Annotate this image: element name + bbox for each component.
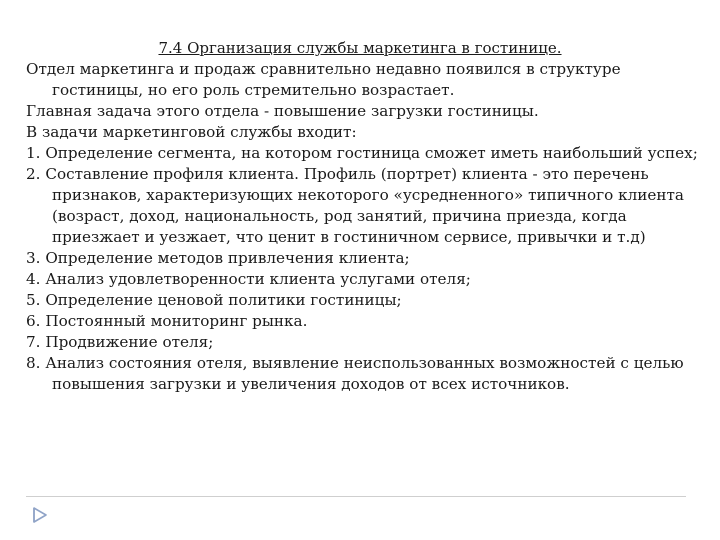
slide-title: 7.4 Организация службы маркетинга в гостинице. xyxy=(158,39,562,57)
list-item: 8. Анализ состояния отеля, выявление неиспользованных возможностей с целью повышения загрузки и увеличения доходов от всех источников. xyxy=(26,354,684,393)
list-item: 1. Определение сегмента, на котором гостиница сможет иметь наибольший успех; xyxy=(26,144,698,162)
list-item: 6. Постоянный мониторинг рынка. xyxy=(26,312,308,330)
footer-divider xyxy=(26,496,686,497)
main-task-paragraph: Главная задача этого отдела - повышение загрузки гостиницы. xyxy=(26,102,539,120)
list-item: 2. Составление профиля клиента. Профиль (портрет) клиента - это перечень признаков, характеризующих некоторого «усредненного» типичного клиента (возраст, доход, национальность, род занятий, причина приезда, когда приезжает и уезжает, что ценит в гостиничном сервисе, привычки и т.д) xyxy=(26,165,684,246)
triangle-right-icon[interactable] xyxy=(32,506,48,524)
intro-paragraph: Отдел маркетинга и продаж сравнительно недавно появился в структуре гостиницы, но его роль стремительно возрастает. xyxy=(26,60,621,99)
list-item: 4. Анализ удовлетворенности клиента услугами отеля; xyxy=(26,270,471,288)
slide-body xyxy=(26,59,706,395)
tasks-heading: В задачи маркетинговой службы входит: xyxy=(26,123,357,141)
list-item: 3. Определение методов привлечения клиента; xyxy=(26,249,410,267)
list-item: 5. Определение ценовой политики гостиницы; xyxy=(26,291,402,309)
list-item: 7. Продвижение отеля; xyxy=(26,333,214,351)
